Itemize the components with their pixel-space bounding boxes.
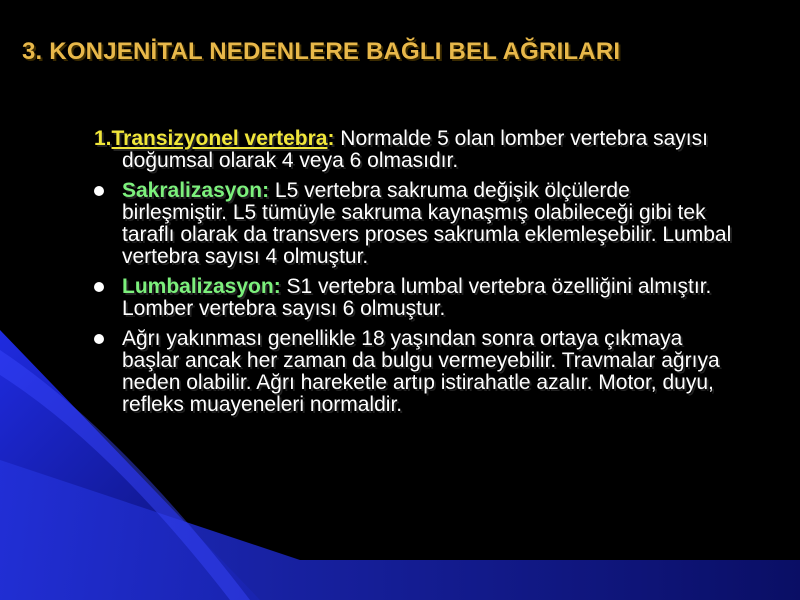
- slide-body: [94, 128, 734, 424]
- bullet-icon: [94, 186, 104, 196]
- list-item: [94, 128, 734, 172]
- item-term: Sakralizasyon:: [122, 179, 270, 202]
- list-item: [94, 328, 734, 416]
- item-text: Ağrı yakınması genellikle 18 yaşından sonra ortaya çıkmaya başlar ancak her zaman da bulgu vermeyebilir. Travmalar ağrıya neden olabilir. Ağrı hareketle artıp istirahatle azalır. Motor, duyu, refleks muayeneleri normaldir.: [122, 327, 720, 416]
- item-colon: :: [327, 127, 335, 150]
- item-text: S1 vertebra lumbal vertebra özelliğini almıştır. Lomber vertebra sayısı 6 olmuştur.: [122, 275, 712, 320]
- item-text: Normalde 5 olan lomber vertebra sayısı doğumsal olarak 4 veya 6 olmasıdır.: [122, 127, 708, 172]
- list-item: [94, 276, 734, 320]
- bullet-icon: [94, 282, 104, 292]
- bullet-icon: [94, 334, 104, 344]
- item-term: Lumbalizasyon:: [122, 275, 281, 298]
- item-number: 1.: [94, 127, 112, 150]
- list-item: [94, 180, 734, 268]
- item-text: L5 vertebra sakruma değişik ölçülerde birleşmiştir. L5 tümüyle sakruma kaynaşmış olabileceği gibi tek taraflı olarak da transvers proses sakrumla eklemleşebilir. Lumbal vertebra sayısı 4 olmuştur.: [122, 179, 732, 268]
- slide-title: 3. KONJENİTAL NEDENLERE BAĞLI BEL AĞRILARI: [22, 38, 621, 65]
- item-term: Transizyonel vertebra: [111, 127, 328, 150]
